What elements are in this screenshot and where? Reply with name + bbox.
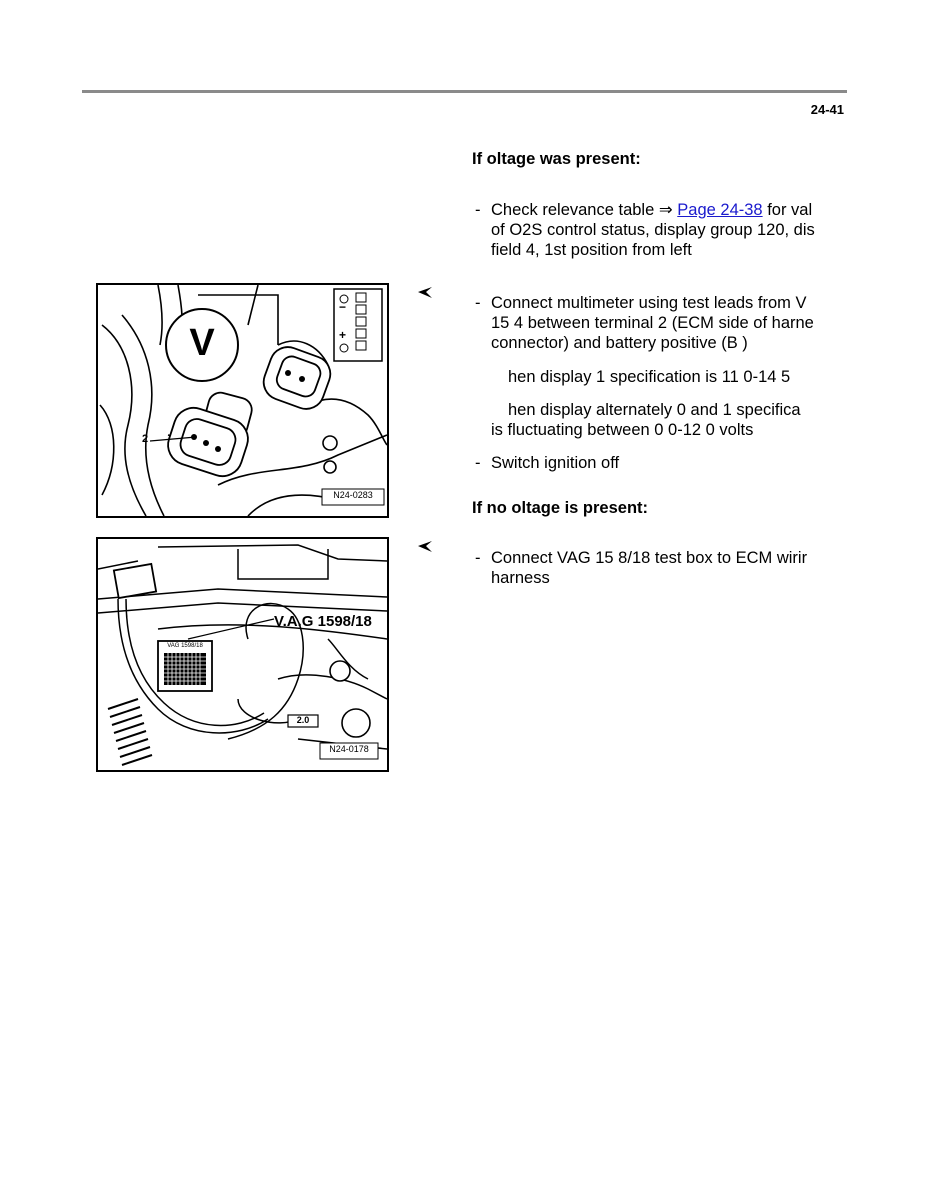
figure-code: N24-0283	[333, 490, 373, 500]
page-24-38-link[interactable]: Page 24-38	[677, 201, 763, 219]
bullet-dash: -	[475, 294, 481, 312]
figure-multimeter-connector	[96, 283, 389, 518]
note-specification	[472, 367, 847, 387]
step-text: for val	[762, 201, 813, 219]
step-connect-multimeter	[472, 293, 847, 353]
note-alternating	[472, 400, 847, 440]
note-text: hen display 1 specification is 11 0-14 5	[508, 368, 791, 386]
step-text: connector) and battery positive (B )	[491, 334, 748, 352]
note-text: hen display alternately 0 and 1 specifica	[508, 401, 801, 419]
step-connect-test-box	[472, 548, 847, 588]
figure-test-box	[96, 537, 389, 772]
cross-reference-arrow-icon: ⇒	[658, 201, 673, 219]
connector-illustration	[98, 285, 387, 516]
bullet-dash: -	[475, 549, 481, 567]
step-text: field 4, 1st position from left	[491, 241, 692, 259]
note-text: is fluctuating between 0 0-12 0 volts	[491, 421, 754, 439]
test-box-illustration	[98, 539, 387, 770]
bullet-dash: -	[475, 201, 481, 219]
header-rule	[82, 90, 847, 93]
step-text: Connect multimeter using test leads from V	[491, 294, 807, 312]
left-arrowhead-icon	[417, 540, 433, 554]
step-text: harness	[491, 569, 550, 587]
step-text: 15 4 between terminal 2 (ECM side of harne	[491, 314, 814, 332]
legend-plus: +	[339, 328, 347, 342]
figure-code: N24-0178	[329, 744, 369, 754]
voltmeter-symbol: V	[189, 322, 215, 364]
step-text: of O2S control status, display group 120, dis	[491, 221, 815, 239]
tool-label: V.A.G 1598/18	[274, 613, 372, 630]
heading-no-voltage: If no oltage is present:	[472, 499, 649, 517]
step-text: Connect VAG 15 8/18 test box to ECM wirir	[491, 549, 808, 567]
heading-voltage-present: If oltage was present:	[472, 150, 641, 168]
left-arrowhead-icon	[417, 286, 433, 300]
step-switch-ignition-off	[472, 453, 847, 473]
step-text: Check relevance table	[491, 201, 659, 219]
page-number: 24-41	[810, 102, 844, 117]
bullet-dash: -	[475, 454, 481, 472]
step-line	[491, 200, 847, 220]
engine-badge: 2.0	[296, 715, 310, 725]
legend-minus: −	[339, 300, 347, 314]
callout-terminal-2: 2	[142, 433, 149, 445]
box-label: VAG 1598/18	[167, 643, 203, 649]
step-check-relevance	[472, 200, 847, 260]
step-text: Switch ignition off	[491, 454, 620, 472]
